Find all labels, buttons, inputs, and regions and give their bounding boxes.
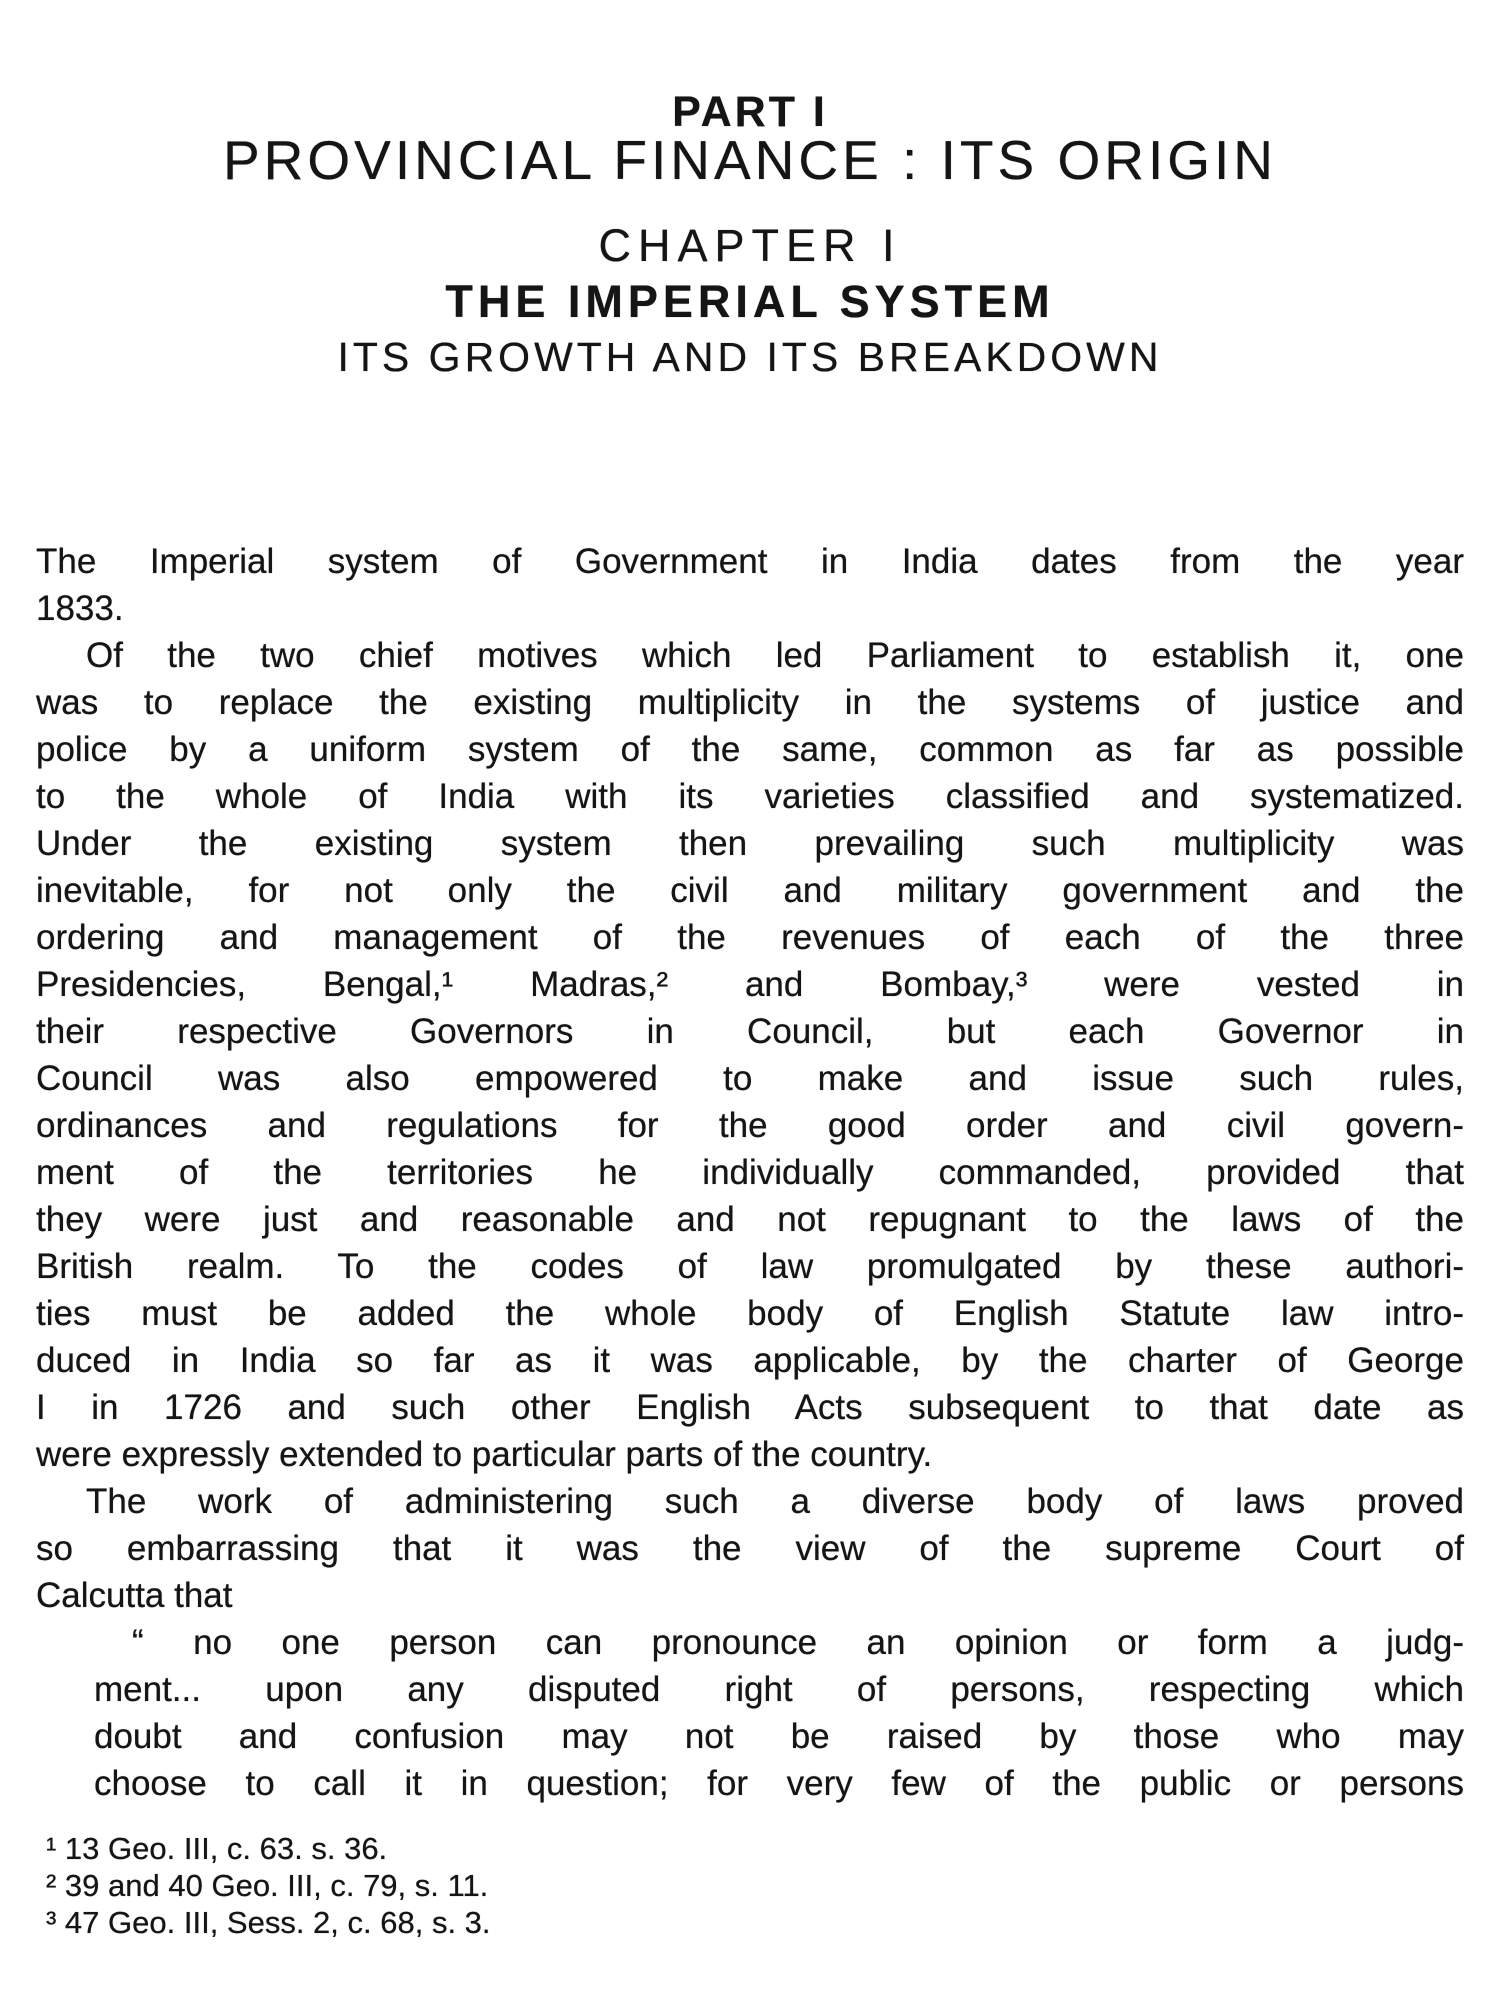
quote-line: “ no one person can pronounce an opinion or form a judg- [132, 1623, 1464, 1662]
text-line: British realm. To the codes of law promulgated by these authori- [36, 1247, 1464, 1286]
text-line: The Imperial system of Government in India dates from the year [36, 542, 1464, 581]
text-line: police by a uniform system of the same, common as far as possible [36, 730, 1464, 769]
footnote-line: ² 39 and 40 Geo. III, c. 79, s. 11. [46, 1868, 489, 1903]
text-line: Under the existing system then prevailing such multiplicity was [36, 824, 1464, 863]
text-line: duced in India so far as it was applicable, by the charter of George [36, 1341, 1464, 1380]
body-text [36, 538, 1464, 1807]
chapter-title: THE IMPERIAL SYSTEM [445, 276, 1055, 327]
quote-line: ment... upon any disputed right of persons, respecting which [94, 1670, 1464, 1709]
text-line: I in 1726 and such other English Acts subsequent to that date as [36, 1388, 1464, 1427]
text-line: was to replace the existing multiplicity in the systems of justice and [36, 683, 1464, 722]
chapter-subtitle: ITS GROWTH AND ITS BREAKDOWN [337, 334, 1163, 380]
text-line: Presidencies, Bengal,¹ Madras,² and Bombay,³ were vested in [36, 965, 1464, 1004]
quote-line: doubt and confusion may not be raised by those who may [94, 1717, 1464, 1756]
text-line: The work of administering such a diverse body of laws proved [86, 1482, 1464, 1521]
paragraph-two-motives [36, 632, 1464, 1478]
text-line: they were just and reasonable and not repugnant to the laws of the [36, 1200, 1464, 1239]
footnote-line: ¹ 13 Geo. III, c. 63. s. 36. [46, 1831, 388, 1866]
quote-line: choose to call it in question; for very few of the public or persons [94, 1764, 1464, 1803]
text-line: their respective Governors in Council, but each Governor in [36, 1012, 1464, 1051]
text-line: inevitable, for not only the civil and military government and the [36, 871, 1464, 910]
text-line: ordering and management of the revenues of each of the three [36, 918, 1464, 957]
text-line: Council was also empowered to make and issue such rules, [36, 1059, 1464, 1098]
page-title: PROVINCIAL FINANCE : ITS ORIGIN [222, 129, 1278, 191]
chapter-heading: CHAPTER I [598, 220, 902, 271]
text-line: Calcutta that [36, 1576, 233, 1615]
text-line: ment of the territories he individually commanded, provided that [36, 1153, 1464, 1192]
footnotes [46, 1830, 1046, 1941]
text-line: 1833. [36, 589, 124, 628]
text-line: so embarrassing that it was the view of the supreme Court of [36, 1529, 1464, 1568]
part-heading: PART I [672, 88, 828, 136]
blockquote-supreme-court [94, 1619, 1464, 1807]
text-line: ties must be added the whole body of English Statute law intro- [36, 1294, 1464, 1333]
text-line: Of the two chief motives which led Parliament to establish it, one [86, 636, 1464, 675]
text-line: to the whole of India with its varieties classified and systematized. [36, 777, 1464, 816]
paragraph-administering [36, 1478, 1464, 1619]
text-line: ordinances and regulations for the good order and civil govern- [36, 1106, 1464, 1145]
paragraph-opening [36, 538, 1464, 632]
footnote-line: ³ 47 Geo. III, Sess. 2, c. 68, s. 3. [46, 1905, 491, 1940]
text-line: were expressly extended to particular parts of the country. [36, 1435, 933, 1474]
